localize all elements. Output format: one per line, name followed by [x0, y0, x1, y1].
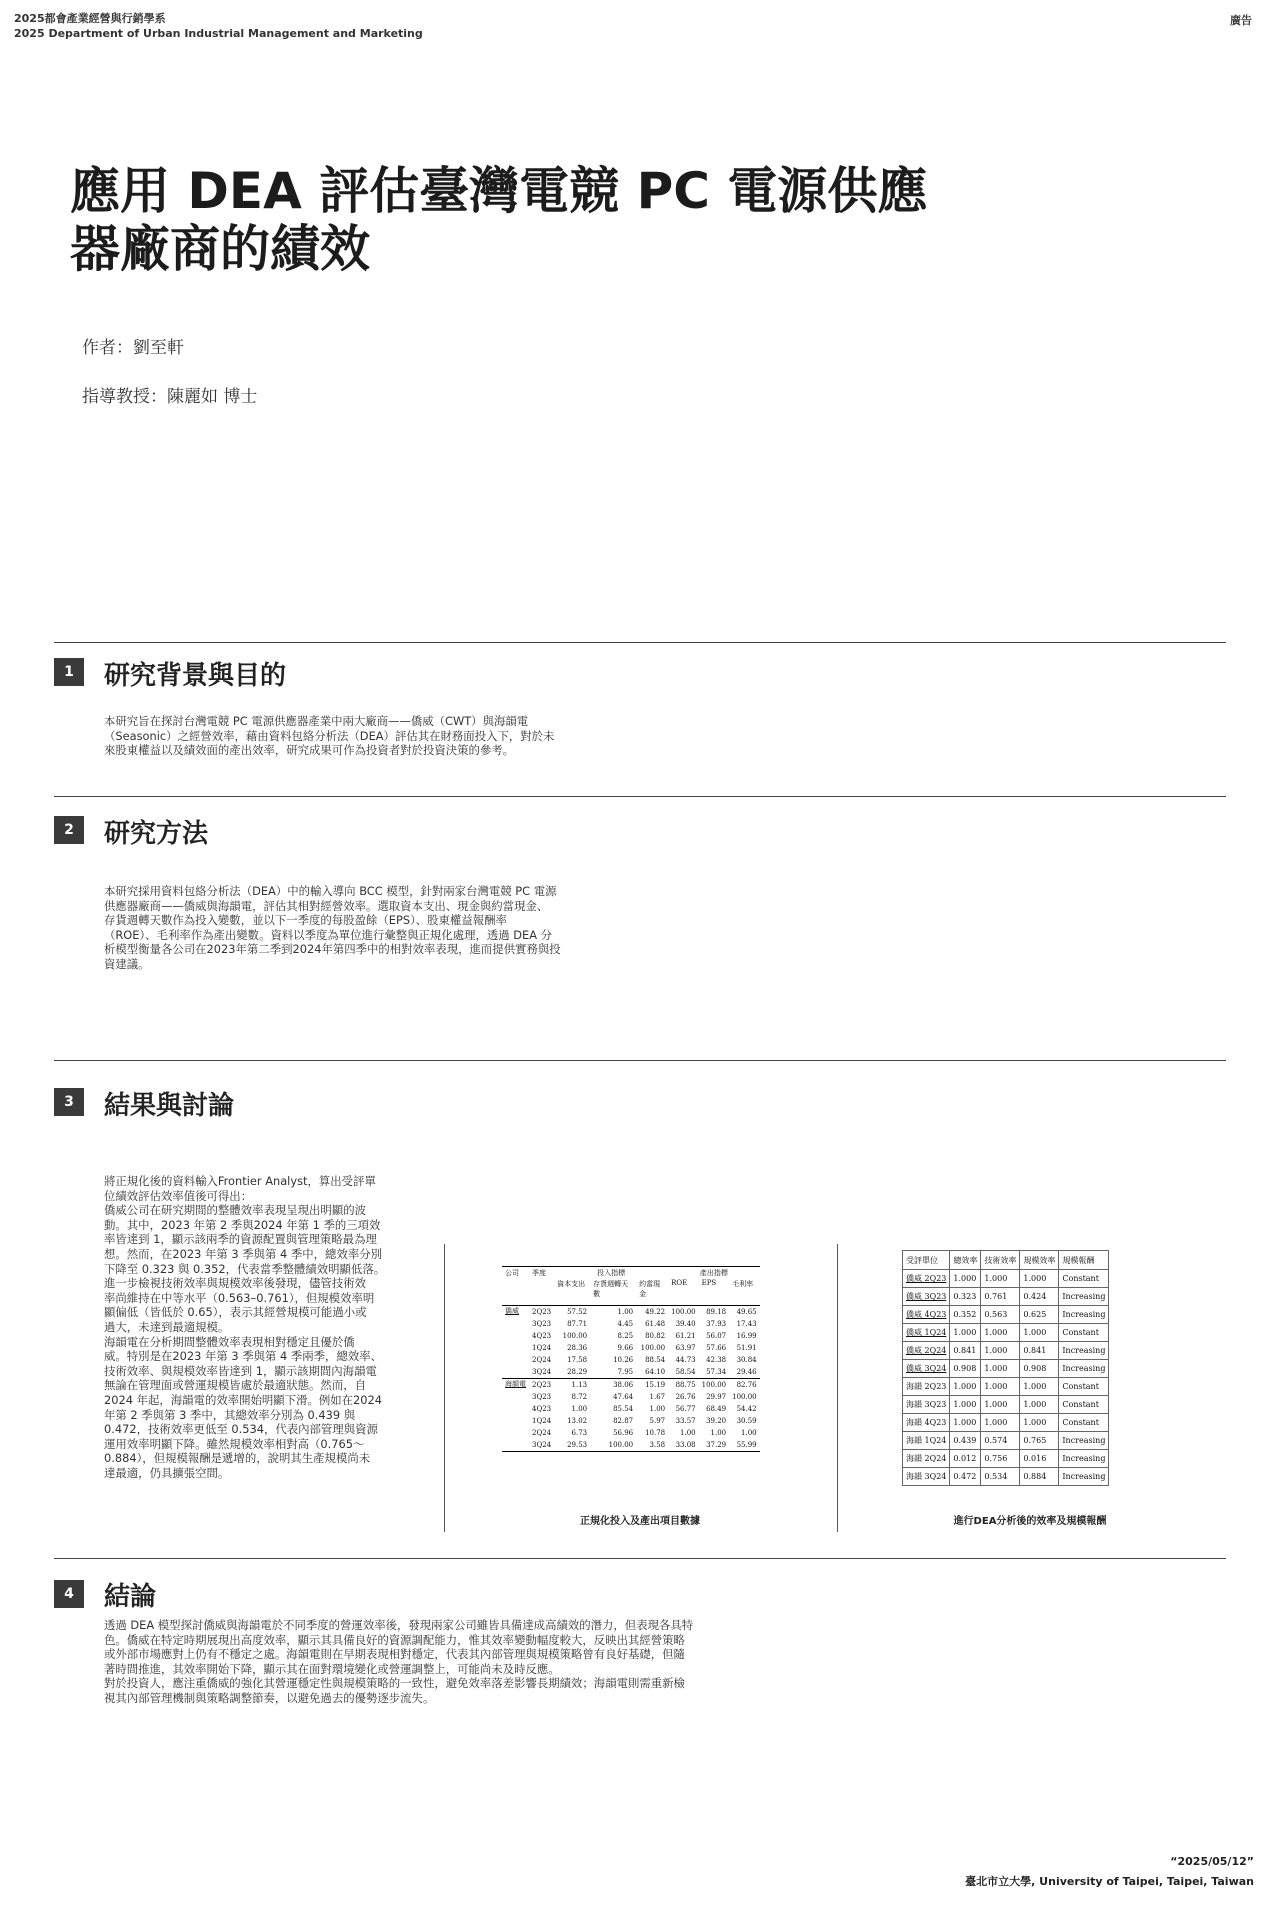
table-header-cell: 規模效率 — [1020, 1251, 1059, 1270]
table-row — [502, 1306, 760, 1319]
table-cell: 0.016 — [1020, 1450, 1059, 1468]
department-name-zh: 2025都會產業經營與行銷學系 — [14, 12, 166, 25]
table-cell: 0.756 — [981, 1450, 1020, 1468]
table-cell: 100.00 — [671, 1308, 696, 1316]
table-cell: Constant — [1059, 1270, 1109, 1288]
table-cell: 0.625 — [1020, 1306, 1059, 1324]
table-cell: Increasing — [1059, 1432, 1109, 1450]
table-cell: Constant — [1059, 1324, 1109, 1342]
table-cell: Constant — [1059, 1378, 1109, 1396]
table-cell: 61.48 — [645, 1320, 666, 1328]
table-cell: 2Q24 — [532, 1429, 552, 1437]
table-cell: 82.76 — [736, 1381, 757, 1389]
table1-group-seasonic — [502, 1379, 760, 1452]
table-cell: 僑威 2Q24 — [903, 1342, 950, 1360]
table-cell: 1.000 — [950, 1396, 981, 1414]
subheader-eps: EPS — [699, 1279, 730, 1306]
table-row — [502, 1415, 760, 1427]
table-cell: 88.75 — [675, 1381, 696, 1389]
table-row — [903, 1324, 1109, 1342]
subheader-roe: ROE — [668, 1279, 699, 1306]
table-row — [502, 1379, 760, 1392]
table-cell: 1.00 — [571, 1405, 588, 1413]
table-cell: 0.884 — [1020, 1468, 1059, 1486]
table-cell: 海韻 2Q23 — [903, 1378, 950, 1396]
table-cell: 29.53 — [554, 1439, 590, 1452]
table-cell: 28.29 — [554, 1366, 590, 1379]
table-cell: 54.42 — [736, 1405, 757, 1413]
table-cell: 82.87 — [613, 1417, 634, 1425]
table-cell: 39.40 — [675, 1320, 696, 1328]
table-row — [903, 1306, 1109, 1324]
table-cell: 10.26 — [613, 1356, 634, 1364]
subheader-capex: 資本支出 — [554, 1279, 590, 1306]
table-cell: 4.45 — [617, 1320, 634, 1328]
table-cell: 1Q24 — [532, 1344, 552, 1352]
table-row — [502, 1403, 760, 1415]
table-cell: 100.00 — [640, 1344, 666, 1352]
table-cell: Constant — [1059, 1414, 1109, 1432]
table-cell: 1.13 — [571, 1381, 588, 1389]
table-cell: 2Q23 — [532, 1308, 552, 1316]
table-cell: 15.19 — [645, 1381, 666, 1389]
table-cell: 56.77 — [675, 1405, 696, 1413]
table-cell: 42.38 — [706, 1356, 727, 1364]
company-name: 僑威 — [502, 1306, 529, 1379]
table-cell: 0.908 — [1020, 1360, 1059, 1378]
table-cell: 4Q23 — [532, 1405, 552, 1413]
table-cell: 10.78 — [645, 1429, 666, 1437]
section-body: 本研究採用資料包絡分析法（DEA）中的輸入導向 BCC 模型，針對兩家台灣電競 PC 電源 供應器廠商——僑威與海韻電，評估其相對經營效率。選取資本支出、現金與約當現金、 存貨週轉天數作為投入變數，並以下一季度的每股盈餘（EPS）、股東權益報酬率 （ROE）、毛利率作為產出變數。資料以季度為單位進行彙整與正規化處理，透過 DEA 分 析模型衡量各公司在2023年第二季到2024年第四季中的相對效率表現，進而提供實務與投 資建議。 — [104, 884, 561, 971]
table-cell: 1.000 — [1020, 1414, 1059, 1432]
table-cell: 1.000 — [981, 1360, 1020, 1378]
table-cell: Increasing — [1059, 1450, 1109, 1468]
table-cell: 47.64 — [613, 1393, 634, 1401]
table-cell: 1.000 — [1020, 1324, 1059, 1342]
table-cell: 30.84 — [736, 1356, 757, 1364]
table-cell: 海韻 3Q24 — [903, 1468, 950, 1486]
table-cell: 0.761 — [981, 1288, 1020, 1306]
table-row — [903, 1360, 1109, 1378]
table-cell: 1.00 — [617, 1308, 634, 1316]
table-cell: 0.439 — [950, 1432, 981, 1450]
section-title: 研究方法 — [104, 819, 209, 849]
table-cell: 僑威 4Q23 — [903, 1306, 950, 1324]
section-body: 本研究旨在探討台灣電競 PC 電源供應器產業中兩大廠商——僑威（CWT）與海韻電 （Seasonic）之經營效率，藉由資料包絡分析法（DEA）評估其在財務面投入下，對於未 來股東權益以及績效面的產出效率，研究成果可作為投資者對於投資決策的參考。 — [104, 714, 555, 758]
table-row — [903, 1270, 1109, 1288]
table-cell: 1.000 — [981, 1324, 1020, 1342]
table-cell: 100.00 — [590, 1439, 636, 1452]
table-cell: 僑威 3Q23 — [903, 1288, 950, 1306]
table-cell: 68.49 — [706, 1405, 727, 1413]
col-header-company: 公司 — [502, 1267, 529, 1280]
table-cell: 2Q24 — [532, 1356, 552, 1364]
table-cell: 7.95 — [590, 1366, 636, 1379]
footer-date: “2025/05/12” — [1170, 1855, 1254, 1868]
table-row — [903, 1378, 1109, 1396]
table-cell: 17.43 — [736, 1320, 757, 1328]
table-header-row — [903, 1251, 1109, 1270]
table-row — [502, 1366, 760, 1379]
table-cell: 1.000 — [981, 1396, 1020, 1414]
efficiency-table — [902, 1250, 1109, 1486]
ad-label: 廣告 — [1230, 14, 1252, 27]
table-cell: 89.18 — [706, 1308, 727, 1316]
section-number: 1 — [54, 658, 84, 686]
table-cell: 0.574 — [981, 1432, 1020, 1450]
table-cell: 57.66 — [706, 1344, 727, 1352]
normalized-data-table — [502, 1266, 760, 1452]
table-header-cell: 規模報酬 — [1059, 1251, 1109, 1270]
table-cell: 17.58 — [567, 1356, 588, 1364]
table-row — [502, 1427, 760, 1439]
table-cell: 1.000 — [981, 1414, 1020, 1432]
table-row — [903, 1414, 1109, 1432]
section-title: 研究背景與目的 — [104, 661, 287, 691]
table-cell: 87.71 — [567, 1320, 588, 1328]
poster-title: 應用 DEA 評估臺灣電競 PC 電源供應器廠商的績效 — [70, 162, 928, 278]
table-header-cell: 技術效率 — [981, 1251, 1020, 1270]
table-cell: 0.563 — [981, 1306, 1020, 1324]
table2-caption: 進行DEA分析後的效率及規模報酬 — [953, 1516, 1107, 1527]
table-row — [502, 1391, 760, 1403]
table-cell: 1.000 — [950, 1378, 981, 1396]
table-cell: 28.36 — [567, 1344, 588, 1352]
table-cell: 海韻 1Q24 — [903, 1432, 950, 1450]
section-title: 結論 — [104, 1582, 157, 1612]
table-cell: 44.73 — [675, 1356, 696, 1364]
section-divider — [54, 1060, 1226, 1061]
table-cell: Increasing — [1059, 1360, 1109, 1378]
table-cell: 1.00 — [680, 1429, 696, 1437]
subheader-gross-margin: 毛利率 — [729, 1279, 760, 1306]
table-cell: 49.65 — [736, 1308, 757, 1316]
subheader-cash: 約當現金 — [636, 1279, 668, 1306]
table-cell: 1.000 — [950, 1324, 981, 1342]
company-name: 海韻電 — [502, 1379, 529, 1452]
table-row — [502, 1354, 760, 1366]
table-cell: 0.012 — [950, 1450, 981, 1468]
table-cell: 3Q23 — [532, 1393, 552, 1401]
table-row — [903, 1342, 1109, 1360]
table-cell: 56.96 — [613, 1429, 634, 1437]
table-cell: 8.72 — [571, 1393, 588, 1401]
table-cell: 1.00 — [741, 1429, 757, 1437]
table-cell: 51.91 — [736, 1344, 757, 1352]
table-cell: 80.82 — [645, 1332, 666, 1340]
table-cell: 61.21 — [675, 1332, 696, 1340]
table-cell: 0.765 — [1020, 1432, 1059, 1450]
section-body: 將正規化後的資料輸入Frontier Analyst，算出受評單 位績效評估效率值後可得出： 僑威公司在研究期間的整體效率表現呈現出明顯的波 動。其中，2023 年第 2 季與2024 年第 1 季的三項效 率皆達到 1，顯示該兩季的資源配置與管理策略最為理 想。然而，在2023 年第 3 季與第 4 季中，總效率分別 下降至 0.323 與 0.352，代表當季整體績效明顯低落。 進一步檢視技術效率與規模效率後發現，儘管技術效 率尚維持在中等水平（0.563–0.761），但規模效率明 顯偏低（皆低於 0.65），表示其經營規模可能過小或 過大，未達到最適規模。 海韻電在分析期間整體效率表現相對穩定且優於僑 威。特別是在2023 年第 3 季與第 4 季兩季，總效率、 技術效率、與規模效率皆達到 1，顯示該期間內海韻電 無論在管理面或營運規模皆處於最適狀態。然而，自 2024 年起，海韻電的效率開始明顯下滑。例如在2024 年第 2 季與第 3 季中，其總效率分別為 0.439 與 0.472，技術效率更低至 0.534，代表內部管理與資源 運用效率明顯下降。雖然規模效率相對高（0.765～ 0.884），但規模報酬是遞增的，說明其生產規模尚未 達最適，仍具擴張空間。 — [104, 1174, 386, 1480]
table-cell: 0.352 — [950, 1306, 981, 1324]
table-cell: 37.29 — [699, 1439, 730, 1452]
table-cell: 29.46 — [729, 1366, 760, 1379]
advisor: 指導教授：陳麗如 博士 — [82, 387, 258, 407]
table-cell: 1.67 — [649, 1393, 666, 1401]
department-name-en: 2025 Department of Urban Industrial Management and Marketing — [14, 27, 423, 40]
section-divider — [54, 1558, 1226, 1559]
table-cell: 1.000 — [1020, 1378, 1059, 1396]
section-body: 透過 DEA 模型探討僑威與海韻電於不同季度的營運效率後，發現兩家公司雖皆具備達成高績效的潛力，但表現各具特 色。僑威在特定時期展現出高度效率，顯示其具備良好的資源調配能力，惟其效率變動幅度較大，反映出其經營策略 或外部市場應對上仍有不穩定之處。海韻電則在早期表現相對穩定，代表其內部管理與規模策略曾有良好基礎，但隨 著時間推進，其效率開始下降，顯示其在面對環境變化或營運調整上，可能尚未及時反應。 對於投資人，應注重僑威的強化其營運穩定性與規模策略的一致性，避免效率落差影響長期績效；海韻電則需重新檢 視其內部管理機制與策略調整節奏，以避免過去的優勢逐步流失。 — [104, 1618, 694, 1705]
table-cell: 1.000 — [950, 1414, 981, 1432]
col-header-outputs: 產出指標 — [668, 1267, 760, 1280]
table-cell: 49.22 — [645, 1308, 666, 1316]
table-cell: 1.000 — [1020, 1396, 1059, 1414]
subheader-inventory-days: 存貨週轉天數 — [590, 1279, 636, 1306]
col-header-inputs: 投入指標 — [554, 1267, 668, 1280]
table-cell: 0.841 — [950, 1342, 981, 1360]
table-cell: 13.02 — [567, 1417, 588, 1425]
table-cell: 56.07 — [706, 1332, 727, 1340]
table-row — [903, 1450, 1109, 1468]
section-divider — [54, 796, 1226, 797]
table-row — [502, 1330, 760, 1342]
table-cell: 0.534 — [981, 1468, 1020, 1486]
section-divider — [54, 642, 1226, 643]
table-cell: 6.73 — [571, 1429, 588, 1437]
table-cell: 88.54 — [645, 1356, 666, 1364]
table-cell: 64.10 — [636, 1366, 668, 1379]
table-cell: 海韻 4Q23 — [903, 1414, 950, 1432]
table-cell: 僑威 3Q24 — [903, 1360, 950, 1378]
column-divider — [837, 1244, 838, 1532]
table-cell: 0.323 — [950, 1288, 981, 1306]
table-cell: 100.00 — [562, 1332, 588, 1340]
table-cell: 55.99 — [729, 1439, 760, 1452]
table-cell: 0.472 — [950, 1468, 981, 1486]
table-row — [502, 1342, 760, 1354]
table-cell: Increasing — [1059, 1288, 1109, 1306]
table-cell: Increasing — [1059, 1306, 1109, 1324]
table-row — [502, 1318, 760, 1330]
table-cell: 1.000 — [981, 1342, 1020, 1360]
table-header-cell: 受評單位 — [903, 1251, 950, 1270]
table-cell: 1.000 — [1020, 1270, 1059, 1288]
col-header-quarter: 季度 — [529, 1267, 554, 1280]
table-cell: 33.57 — [675, 1417, 696, 1425]
table-row — [903, 1288, 1109, 1306]
table-cell: 26.76 — [675, 1393, 696, 1401]
table-cell: 僑威 2Q23 — [903, 1270, 950, 1288]
table-cell: 57.52 — [567, 1308, 588, 1316]
table-cell: 39.20 — [706, 1417, 727, 1425]
table-cell: Constant — [1059, 1396, 1109, 1414]
table-cell: Increasing — [1059, 1468, 1109, 1486]
table-row — [903, 1432, 1109, 1450]
section-title: 結果與討論 — [104, 1091, 235, 1121]
table-row — [502, 1439, 760, 1452]
table-cell: 1.00 — [649, 1405, 666, 1413]
section-number: 3 — [54, 1088, 84, 1116]
table-cell: 海韻 3Q23 — [903, 1396, 950, 1414]
table-cell: 9.66 — [617, 1344, 634, 1352]
table-cell: 海韻 2Q24 — [903, 1450, 950, 1468]
column-divider — [444, 1244, 445, 1532]
table-cell: 29.97 — [706, 1393, 727, 1401]
table-cell: 3.58 — [636, 1439, 668, 1452]
table-cell: 1.00 — [710, 1429, 727, 1437]
table-cell: 0.841 — [1020, 1342, 1059, 1360]
table1-group-cwt — [502, 1306, 760, 1379]
table-cell: 100.00 — [701, 1381, 727, 1389]
section-number: 2 — [54, 816, 84, 844]
table-row — [903, 1468, 1109, 1486]
table-cell: 4Q23 — [532, 1332, 552, 1340]
table-cell: 33.08 — [668, 1439, 699, 1452]
table-row — [903, 1396, 1109, 1414]
table-cell: 37.93 — [706, 1320, 727, 1328]
table-cell: 1Q24 — [532, 1417, 552, 1425]
table-cell: 僑威 1Q24 — [903, 1324, 950, 1342]
table-cell: 0.424 — [1020, 1288, 1059, 1306]
table-cell: 0.908 — [950, 1360, 981, 1378]
table-cell: 100.00 — [732, 1393, 757, 1401]
author: 作者：劉至軒 — [82, 338, 184, 358]
section-number: 4 — [54, 1580, 84, 1608]
table-cell: 5.97 — [649, 1417, 666, 1425]
table-header-cell: 總效率 — [950, 1251, 981, 1270]
table-cell: 3Q24 — [529, 1366, 554, 1379]
table-cell: 16.99 — [736, 1332, 757, 1340]
table-cell: 3Q24 — [529, 1439, 554, 1452]
table-cell: 85.54 — [613, 1405, 634, 1413]
table-cell: 1.000 — [950, 1270, 981, 1288]
table-cell: 30.59 — [736, 1417, 757, 1425]
table-cell: 58.54 — [668, 1366, 699, 1379]
table-cell: 38.06 — [613, 1381, 634, 1389]
table-cell: 1.000 — [981, 1378, 1020, 1396]
table-cell: 63.97 — [675, 1344, 696, 1352]
table-cell: 3Q23 — [532, 1320, 552, 1328]
table1-caption: 正規化投入及產出項目數據 — [580, 1516, 700, 1527]
table-cell: 57.34 — [699, 1366, 730, 1379]
table-cell: 8.25 — [617, 1332, 634, 1340]
table-cell: 1.000 — [981, 1270, 1020, 1288]
footer-university: 臺北市立大學, University of Taipei, Taipei, Taiwan — [965, 1875, 1254, 1888]
table-cell: 2Q23 — [532, 1381, 552, 1389]
table-cell: Increasing — [1059, 1342, 1109, 1360]
